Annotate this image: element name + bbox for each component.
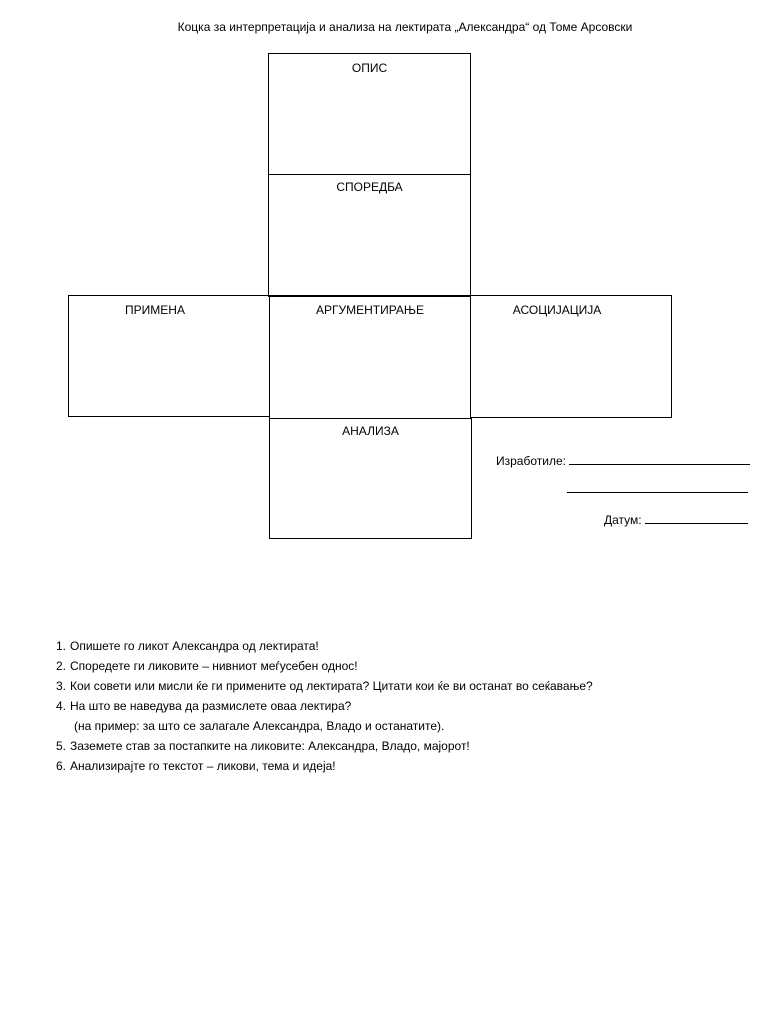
question-text: Опишете го ликот Александра од лектирата! <box>70 639 319 653</box>
date-row <box>604 511 748 527</box>
question-text: Споредете ги ликовите – нивниот меѓусебен однос! <box>70 659 358 673</box>
list-item <box>56 676 593 696</box>
made-by-blank-line-2[interactable] <box>567 480 748 493</box>
made-by-blank-line[interactable] <box>569 452 750 465</box>
cube-face-description <box>268 53 471 175</box>
question-number: 1. <box>56 639 67 653</box>
made-by-row <box>496 452 750 468</box>
cube-face-label: АСОЦИЈАЦИЈА <box>512 303 602 317</box>
cube-face-analysis <box>269 417 472 539</box>
cube-face-argumentation <box>269 295 471 419</box>
question-text: Заземете став за постапките на ликовите: Александра, Владо, мајорот! <box>70 739 470 753</box>
question-number: 5. <box>56 739 67 753</box>
cube-face-application <box>68 295 270 417</box>
question-number: 4. <box>56 699 67 713</box>
list-item <box>56 636 593 656</box>
question-number: 3. <box>56 679 67 693</box>
date-label: Датум: <box>604 513 642 527</box>
cube-face-label: ОПИС <box>351 61 388 75</box>
cube-face-label: ПРИМЕНА <box>125 303 185 317</box>
question-number: 6. <box>56 759 67 773</box>
question-number: 2. <box>56 659 67 673</box>
question-text: Анализирајте го текстот – ликови, тема и идеја! <box>70 759 336 773</box>
document-title: Коцка за интерпретација и анализа на лектирата „Александра“ од Томе Арсовски <box>177 20 633 34</box>
cube-face-label: СПОРЕДБА <box>336 180 403 194</box>
cube-face-comparison <box>268 173 471 297</box>
questions-list <box>56 636 593 776</box>
list-item <box>56 756 593 776</box>
made-by-label: Изработиле: <box>496 454 566 468</box>
list-item <box>56 656 593 676</box>
question-text: На што ве наведува да размислете оваа лектира? <box>70 699 352 713</box>
cube-face-label: АНАЛИЗА <box>342 424 399 438</box>
made-by-second-row <box>567 480 748 496</box>
list-item <box>56 696 593 716</box>
cube-face-association <box>470 295 672 418</box>
date-blank-line[interactable] <box>645 511 748 524</box>
list-item-note <box>56 716 593 736</box>
question-note: (на пример: за што се залагале Александра, Владо и останатите). <box>74 719 445 733</box>
question-text: Кои совети или мисли ќе ги примените од лектирата? Цитати кои ќе ви останат во сеќавање? <box>70 679 593 693</box>
cube-face-label: АРГУМЕНТИРАЊЕ <box>315 303 425 317</box>
list-item <box>56 736 593 756</box>
